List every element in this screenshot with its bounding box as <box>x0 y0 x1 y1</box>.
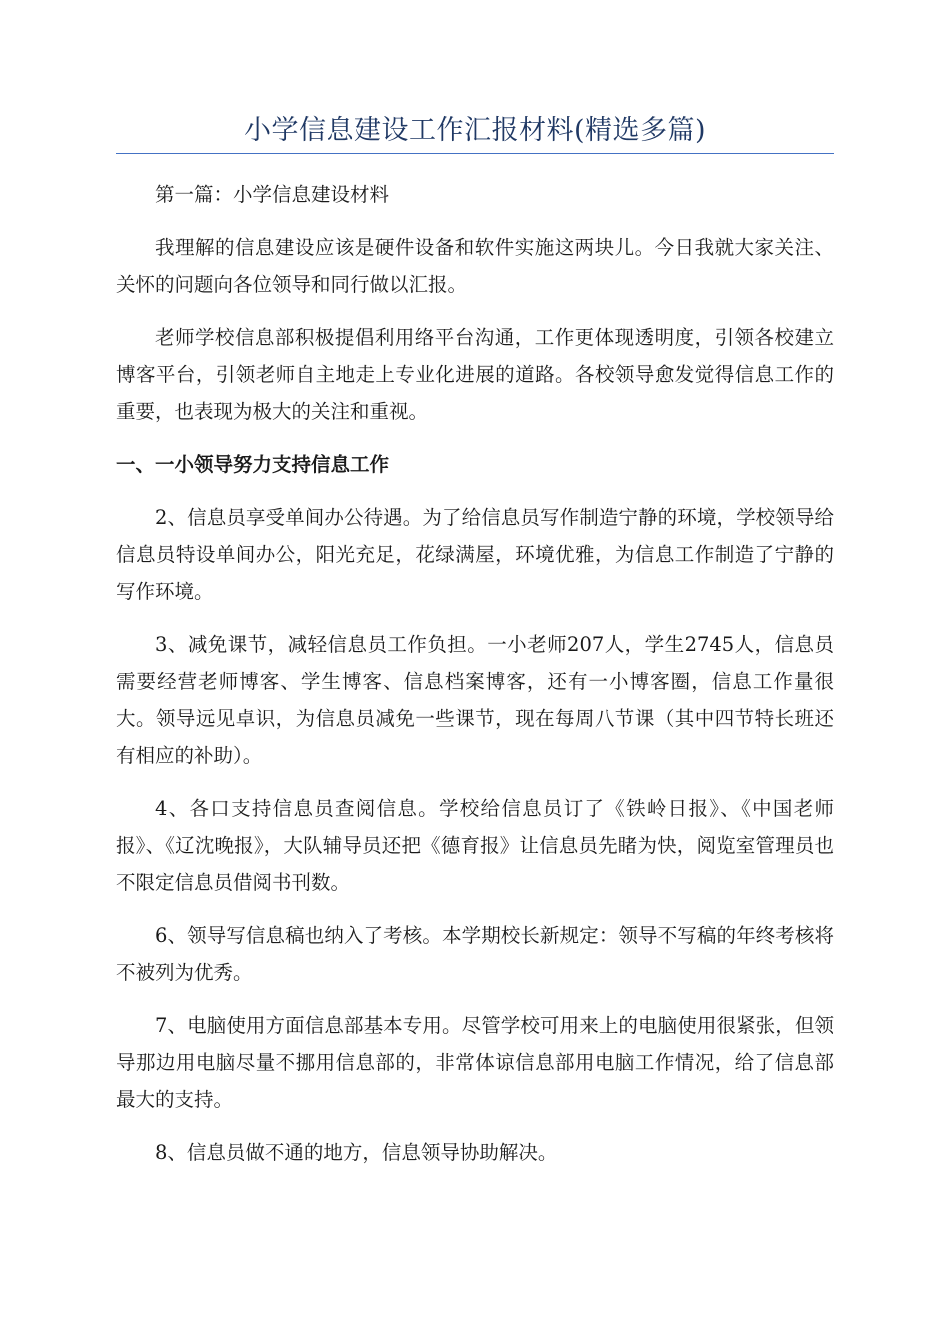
intro-paragraph-1: 我理解的信息建设应该是硬件设备和软件实施这两块儿。今日我就大家关注、关怀的问题向各位领导和同行做以汇报。 <box>116 236 834 296</box>
list-item: 8、信息员做不通的地方，信息领导协助解决。 <box>155 1141 558 1164</box>
list-item: 7、电脑使用方面信息部基本专用。尽管学校可用来上的电脑使用很紧张，但领导那边用电脑尽量不挪用信息部的，非常体谅信息部用电脑工作情况，给了信息部最大的支持。 <box>116 1014 834 1111</box>
document-title: 小学信息建设工作汇报材料(精选多篇) <box>243 115 707 146</box>
list-item: 4、各口支持信息员查阅信息。学校给信息员订了《铁岭日报》、《中国老师报》、《辽沈晚报》，大队辅导员还把《德育报》让信息员先睹为快，阅览室管理员也不限定信息员借阅书刊数。 <box>116 797 834 894</box>
intro-paragraph-2: 老师学校信息部积极提倡利用络平台沟通，工作更体现透明度，引领各校建立博客平台，引领老师自主地走上专业化进展的道路。各校领导愈发觉得信息工作的重要，也表现为极大的关注和重视。 <box>116 326 834 423</box>
section-label: 第一篇：小学信息建设材料 <box>155 183 390 206</box>
section-heading: 一、一小领导努力支持信息工作 <box>116 453 390 476</box>
document-body <box>116 176 834 1187</box>
list-item: 2、信息员享受单间办公待遇。为了给信息员写作制造宁静的环境，学校领导给信息员特设单间办公，阳光充足，花绿满屋，环境优雅，为信息工作制造了宁静的写作环境。 <box>116 506 834 603</box>
title-underline <box>116 153 834 154</box>
list-item: 3、减免课节，减轻信息员工作负担。一小老师207人，学生2745人，信息员需要经营老师博客、学生博客、信息档案博客，还有一小博客圈，信息工作量很大。领导远见卓识，为信息员减免一些课节，现在每周八节课（其中四节特长班还有相应的补助）。 <box>116 633 834 767</box>
list-item: 6、领导写信息稿也纳入了考核。本学期校长新规定：领导不写稿的年终考核将不被列为优秀。 <box>116 924 834 984</box>
